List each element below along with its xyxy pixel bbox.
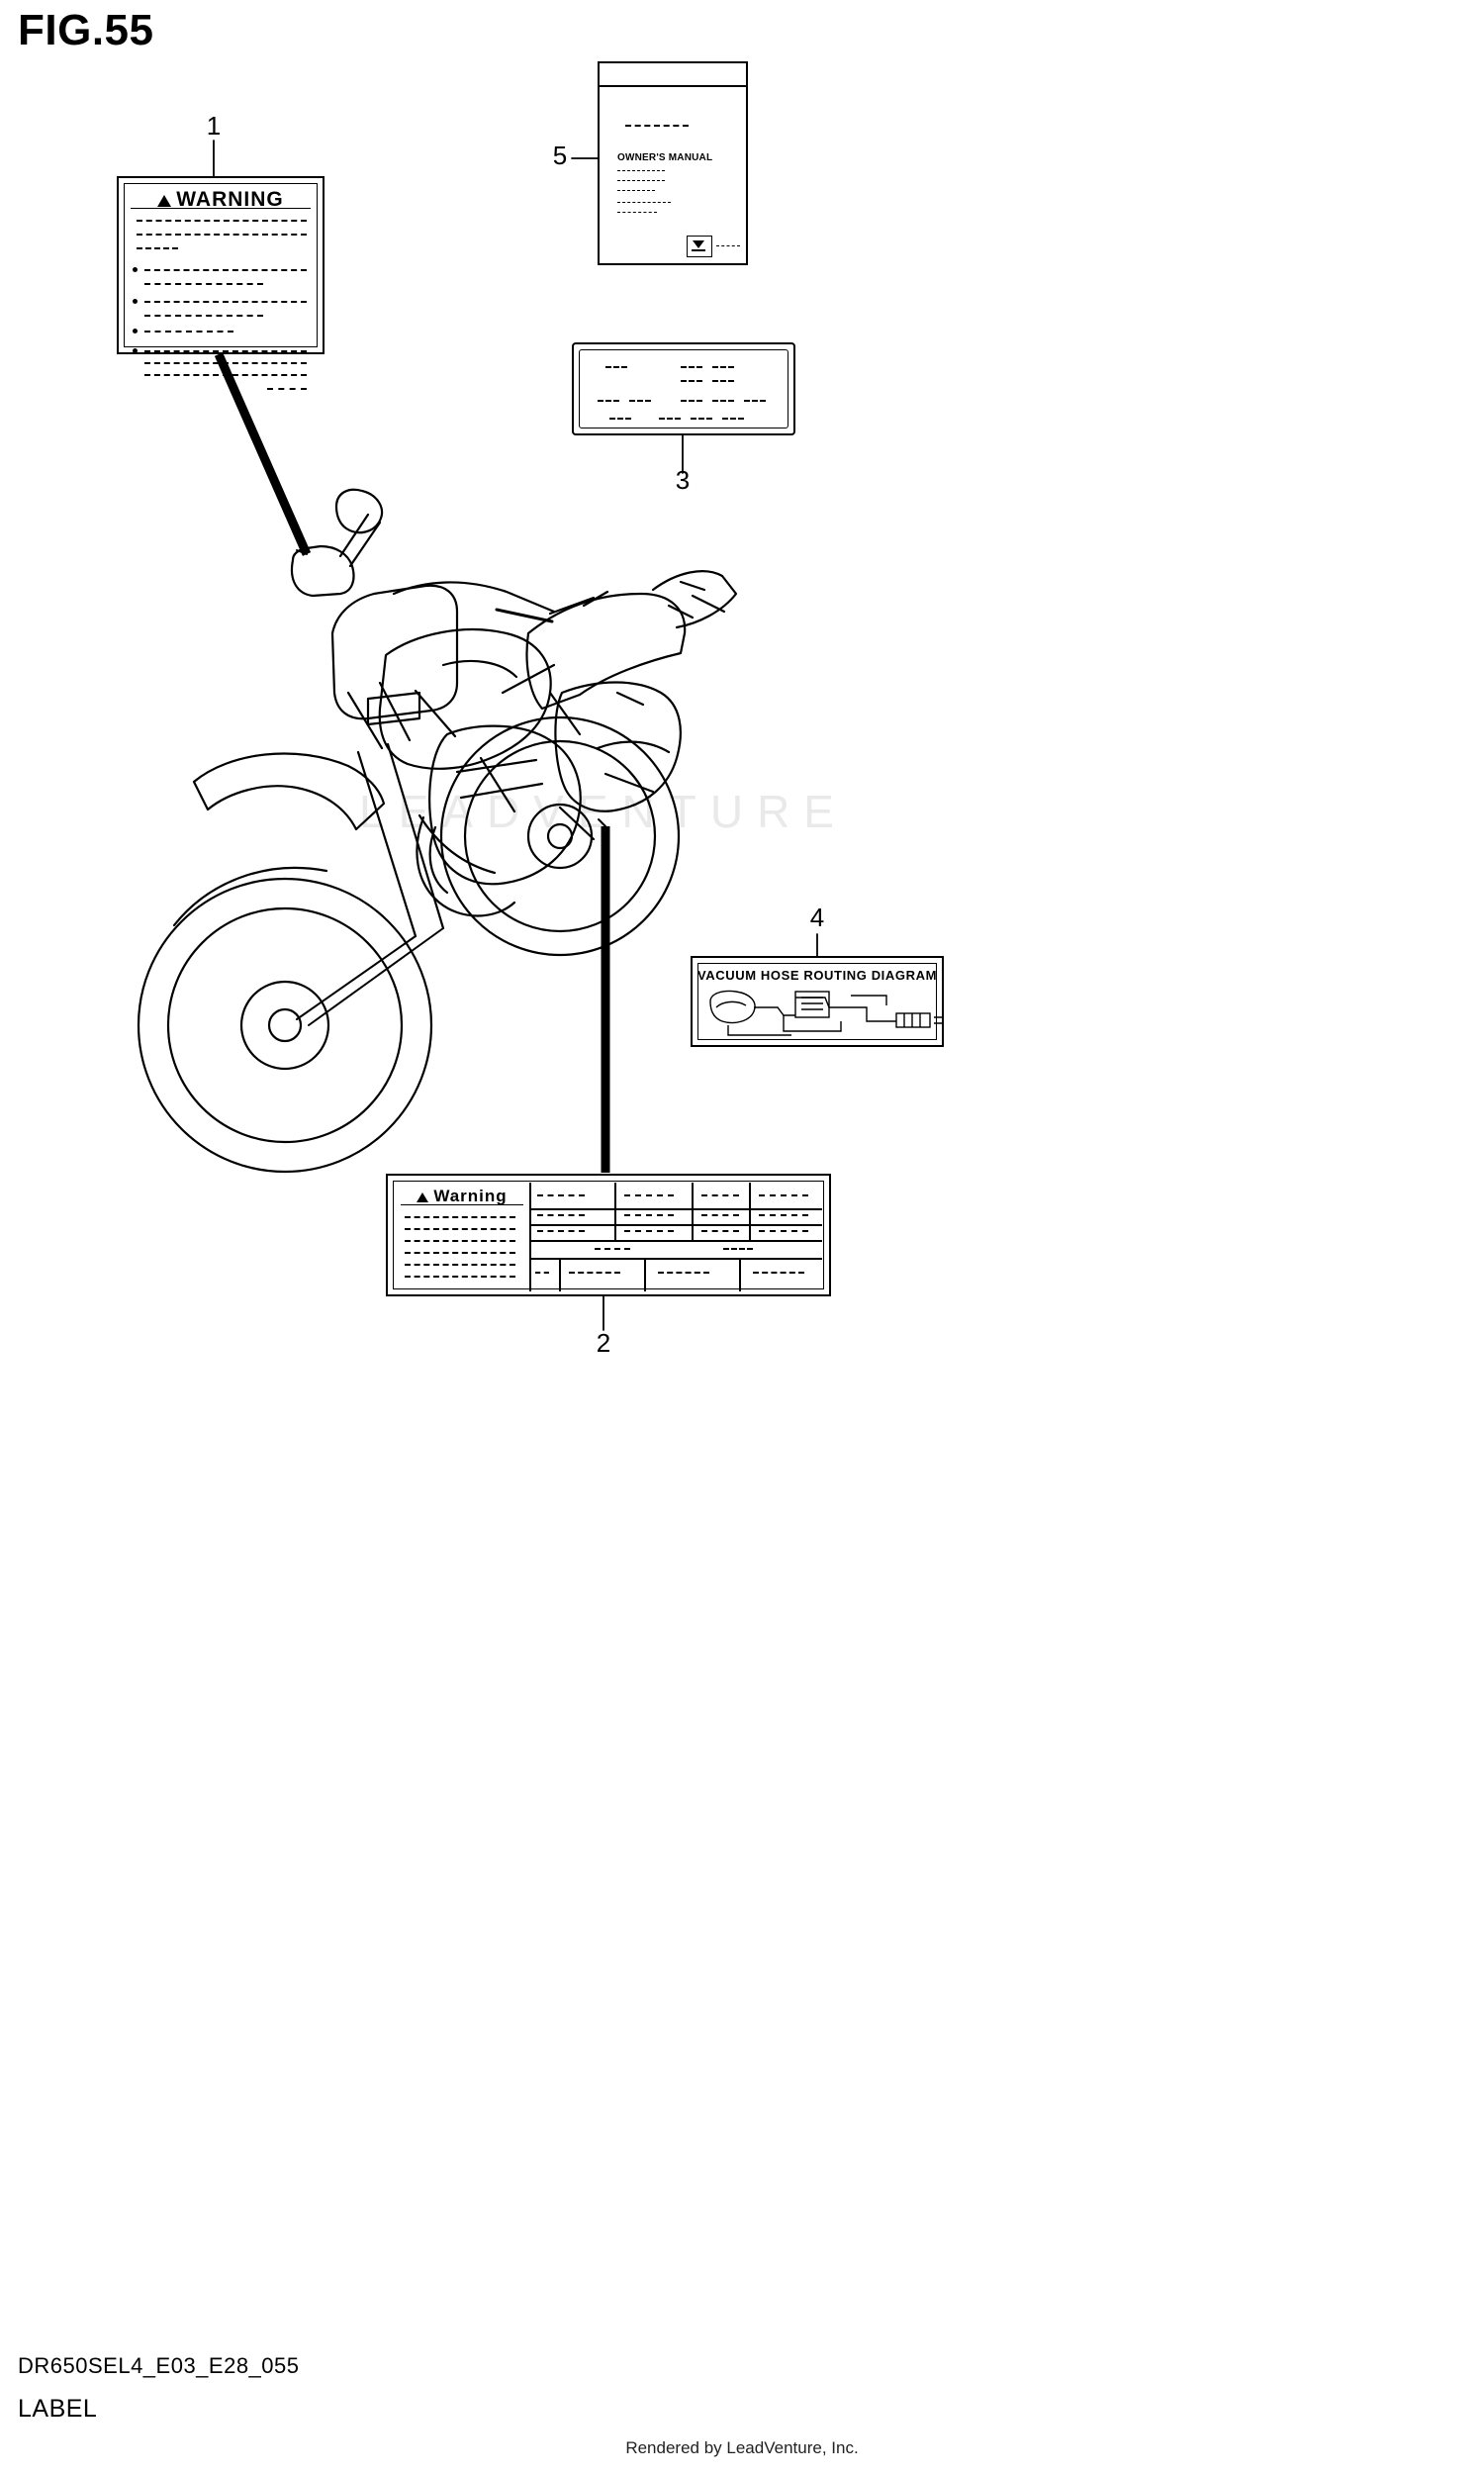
label-information-plate	[572, 342, 795, 435]
warning-triangle-icon	[417, 1192, 428, 1202]
label-warning-top	[117, 176, 325, 354]
label-vacuum-hose-routing	[691, 956, 944, 1047]
footer-part-code: DR650SEL4_E03_E28_055	[18, 2353, 300, 2378]
page-title: FIG.55	[18, 6, 154, 54]
callout-3: 3	[675, 465, 691, 495]
label-owners-manual	[598, 61, 748, 265]
label-warning-top-heading: WARNING	[119, 188, 323, 212]
warning-bottom-left-panel	[395, 1183, 531, 1291]
callout-5: 5	[552, 141, 568, 170]
warning-triangle-icon	[157, 195, 171, 207]
warning-bottom-table	[529, 1183, 822, 1291]
warning-bottom-heading: Warning	[395, 1187, 529, 1206]
label-information-plate-border	[579, 349, 788, 429]
footer-credit: Rendered by LeadVenture, Inc.	[625, 2438, 859, 2457]
manual-badge-icon	[687, 236, 712, 257]
vacuum-routing-art	[693, 982, 946, 1045]
footer-section-label: LABEL	[18, 2395, 98, 2423]
vacuum-diagram-title: VACUUM HOSE ROUTING DIAGRAM	[696, 968, 937, 983]
watermark: LEADVENTURE	[359, 786, 848, 837]
callout-2: 2	[596, 1328, 611, 1358]
owners-manual-title: OWNER'S MANUAL	[617, 152, 713, 163]
label-warning-bottom	[386, 1174, 831, 1296]
callout-4: 4	[809, 903, 825, 932]
callout-1: 1	[206, 111, 222, 141]
